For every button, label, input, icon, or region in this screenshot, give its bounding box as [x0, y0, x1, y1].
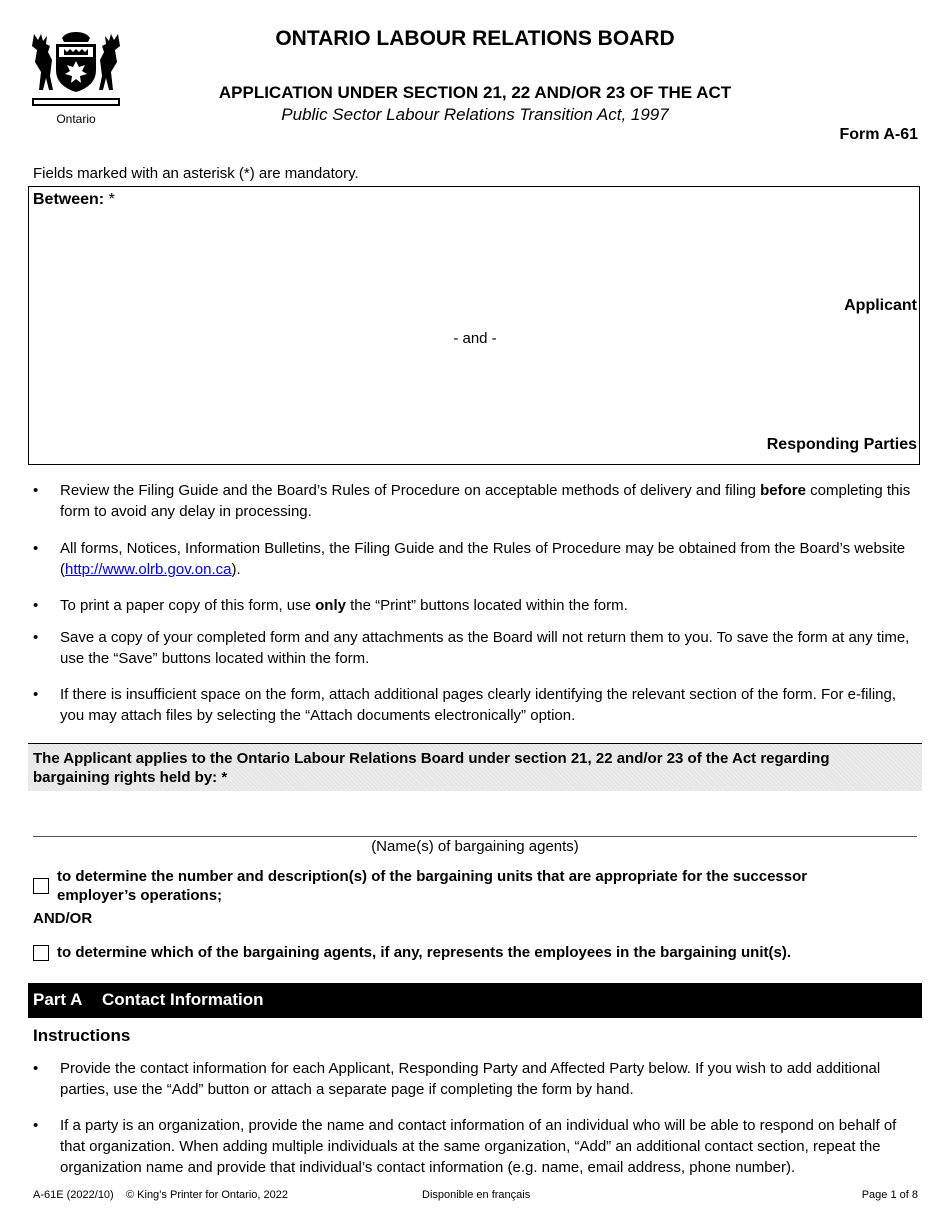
determine-units-checkbox[interactable]: [33, 878, 49, 894]
bullet-icon: •: [33, 1117, 39, 1134]
footer-page-number: Page 1 of 8: [861, 1189, 918, 1201]
bullet-icon: •: [33, 1060, 39, 1077]
application-title: APPLICATION UNDER SECTION 21, 22 AND/OR 23 OF THE ACT: [218, 83, 732, 102]
bullet-bold-text: before: [760, 482, 806, 499]
instruction-organization: If a party is an organization, provide the name and contact information of an individual who will be able to respond on behalf of that organization. When adding multiple individuals at the same organization, “Add” an additional contact section, repeat the organization name and provide that individual’s contact information (e.g. name, email address, phone number).: [60, 1117, 897, 1176]
bullet-icon: •: [33, 686, 39, 703]
determine-agents-checkbox[interactable]: [33, 945, 49, 961]
bullet-text-part: All forms, Notices, Information Bulletins, the Filing Guide and the Rules of Procedure may be obtained from the Board’s website (: [60, 540, 906, 578]
bullet-forms-website: [60, 538, 920, 580]
instructions-heading: Instructions: [33, 1026, 131, 1045]
applies-section-text: The Applicant applies to the Ontario Labour Relations Board under section 21, 22 and/or 23 of the Act regarding bargaining rights held by: *: [33, 750, 830, 786]
between-label-text: Between:: [33, 191, 105, 208]
bargaining-agents-caption: (Name(s) of bargaining agents): [371, 838, 579, 855]
bullet-icon: •: [33, 597, 39, 614]
logo-caption: Ontario: [56, 112, 96, 126]
applicant-label: Applicant: [844, 297, 917, 314]
bullet-icon: •: [33, 540, 39, 557]
part-a-label: Part A: [33, 990, 83, 1009]
determine-units-label: to determine the number and description(s) of the bargaining units that are appropriate for the successor employer’s operations;: [57, 868, 808, 904]
act-name: Public Sector Labour Relations Transition Act, 1997: [281, 105, 669, 124]
footer-copyright: © King’s Printer for Ontario, 2022: [126, 1189, 288, 1201]
and-separator: - and -: [453, 330, 497, 347]
instruction-contact-info: Provide the contact information for each Applicant, Responding Party and Affected Party below. If you wish to add additional parties, use the “Add” button or attach a separate page if completing the form by hand.: [60, 1060, 881, 1098]
between-parties-field[interactable]: [28, 186, 920, 465]
bullet-filing-guide: [60, 480, 920, 522]
bullet-insufficient-space: If there is insufficient space on the form, attach additional pages clearly identifying the relevant section of the form. For e-filing, you may attach files by selecting the “Attach documents electronically” option.: [60, 686, 897, 724]
footer-form-code: A-61E (2022/10): [33, 1189, 114, 1201]
determine-agents-label: to determine which of the bargaining agents, if any, represents the employees in the bargaining unit(s).: [57, 944, 792, 961]
footer-french: Disponible en français: [422, 1189, 531, 1201]
between-label: [33, 191, 115, 209]
responding-parties-label: Responding Parties: [766, 436, 917, 453]
andor-label: AND/OR: [33, 910, 93, 927]
bullet-icon: •: [33, 629, 39, 646]
bullet-text-part: ).: [231, 561, 241, 578]
bullet-save: Save a copy of your completed form and any attachments as the Board will not return them to you. To save the form at any time, use the “Save” buttons located within the form.: [60, 629, 910, 667]
bullet-text-part: completing this form to avoid any delay in processing.: [60, 482, 911, 520]
bullet-print: [60, 595, 920, 616]
board-name: ONTARIO LABOUR RELATIONS BOARD: [275, 27, 675, 50]
part-a-title: Contact Information: [102, 990, 264, 1009]
mandatory-note: Fields marked with an asterisk (*) are mandatory.: [33, 165, 359, 182]
bullet-bold-text: only: [315, 597, 346, 614]
form-number: Form A-61: [839, 126, 918, 143]
bullet-text-part: Review the Filing Guide and the Board’s Rules of Procedure on acceptable methods of delivery and filing: [60, 482, 761, 499]
bullet-text-part: To print a paper copy of this form, use: [60, 597, 316, 614]
bullet-icon: •: [33, 482, 39, 499]
bargaining-agents-field[interactable]: [33, 800, 917, 834]
required-asterisk: *: [108, 191, 115, 208]
bargaining-agents-input[interactable]: [33, 836, 917, 837]
olrb-website-link[interactable]: http://www.olrb.gov.on.ca: [65, 561, 232, 578]
bullet-text-part: the “Print” buttons located within the form.: [345, 597, 628, 614]
